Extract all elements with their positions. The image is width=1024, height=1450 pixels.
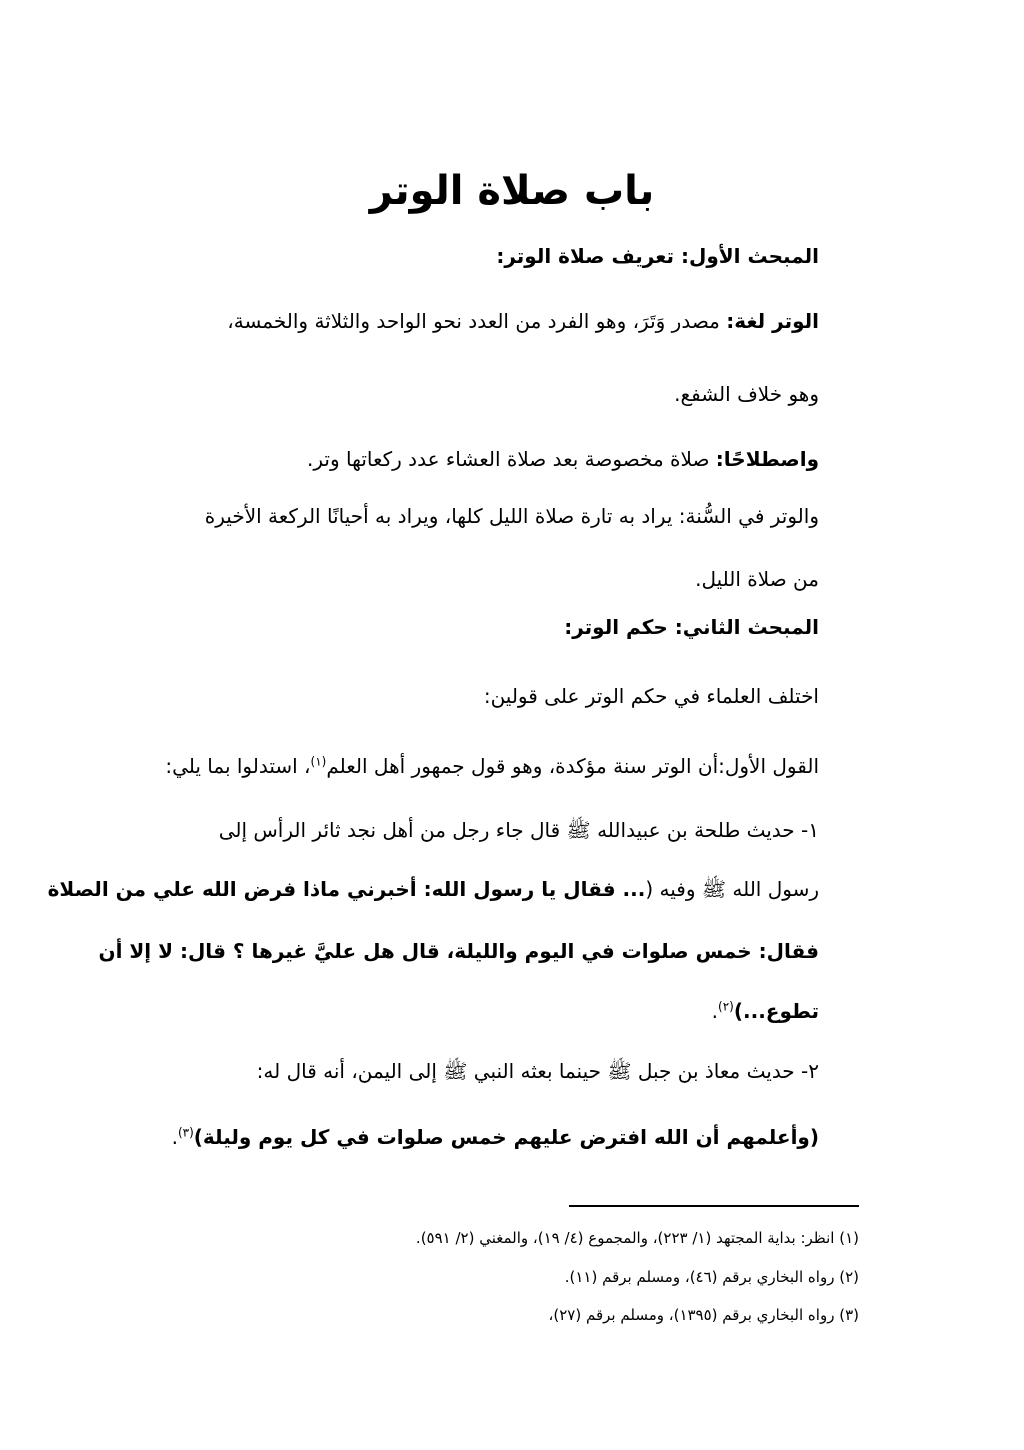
section1-heading: المبحث الأول: تعريف صلاة الوتر:	[496, 244, 819, 268]
footnote-ref-1: (١)	[310, 754, 327, 769]
hadith2-line-1: ٢- حديث معاذ بن جبل ﷺ حينما بعثه النبي ﷺ إلى اليمن، أنه قال له:	[256, 1059, 819, 1083]
istilah-line	[164, 446, 819, 472]
hadith2-period: .	[171, 1125, 178, 1149]
ikhtilaf-intro: اختلف العلماء في حكم الوتر على قولين:	[483, 684, 819, 708]
footnote-ref-3: (٣)	[177, 1125, 194, 1140]
footnote-ref-2: (٢)	[718, 999, 734, 1014]
hadith2-quote: (وأعلمهم أن الله افترض عليهم خمس صلوات في كل يوم وليلة)	[193, 1125, 819, 1149]
istilah-term: واصطلاحًا:	[715, 447, 819, 471]
hadith1-quote-end: تطوع...)	[733, 999, 819, 1023]
hadith1-line-2	[47, 876, 819, 902]
chapter-title: باب صلاة الوتر	[369, 168, 655, 214]
qawl-text: القول الأول:أن الوتر سنة مؤكدة، وهو قول جمهور أهل العلم	[326, 754, 819, 778]
hadith1-line-4	[164, 998, 819, 1024]
sunna-line-1: والوتر في السُّنة: يراد به تارة صلاة الليل كلها، ويراد به أحيانًا الركعة الأخيرة	[204, 504, 819, 528]
hadith1-period: .	[711, 999, 719, 1023]
qawl-text-end: ، استدلوا بما يلي:	[165, 754, 311, 778]
istilah-text: صلاة مخصوصة بعد صلاة العشاء عدد ركعاتها وتر.	[307, 447, 716, 471]
footnote-separator	[569, 1205, 859, 1207]
hadith2-line-2	[164, 1124, 819, 1150]
lugha-line-1	[164, 308, 819, 334]
lugha-text: مصدر وَتَرَ، وهو الفرد من العدد نحو الواحد والثلاثة والخمسة،	[227, 309, 727, 333]
footnote-1: (١) انظر: بداية المجتهد (١/ ٢٢٣)، والمجموع (٤/ ١٩)، والمغني (٢/ ٥٩١).	[415, 1229, 859, 1247]
hadith1-intro: رسول الله ﷺ وفيه (	[645, 877, 819, 901]
qawl-awwal	[164, 753, 819, 779]
hadith1-line-3: فقال: خمس صلوات في اليوم والليلة، قال هل عليَّ غيرها ؟ قال: لا إلا أن	[98, 939, 819, 963]
hadith1-line-1: ١- حديث طلحة بن عبيدالله ﷺ قال جاء رجل من أهل نجد ثائر الرأس إلى	[218, 818, 819, 842]
footnote-3: (٣) رواه البخاري برقم (١٣٩٥)، ومسلم برقم (٢٧)،	[548, 1306, 859, 1324]
footnote-2: (٢) رواه البخاري برقم (٤٦)، ومسلم برقم (١١).	[564, 1268, 859, 1286]
hadith1-quote: ... فقال يا رسول الله: أخبرني ماذا فرض الله علي من الصلاة	[47, 877, 646, 901]
sunna-line-2: من صلاة الليل.	[695, 567, 819, 591]
lugha-term: الوتر لغة:	[726, 309, 819, 333]
section2-heading: المبحث الثاني: حكم الوتر:	[564, 615, 819, 639]
lugha-line-2: وهو خلاف الشفع.	[674, 382, 819, 406]
